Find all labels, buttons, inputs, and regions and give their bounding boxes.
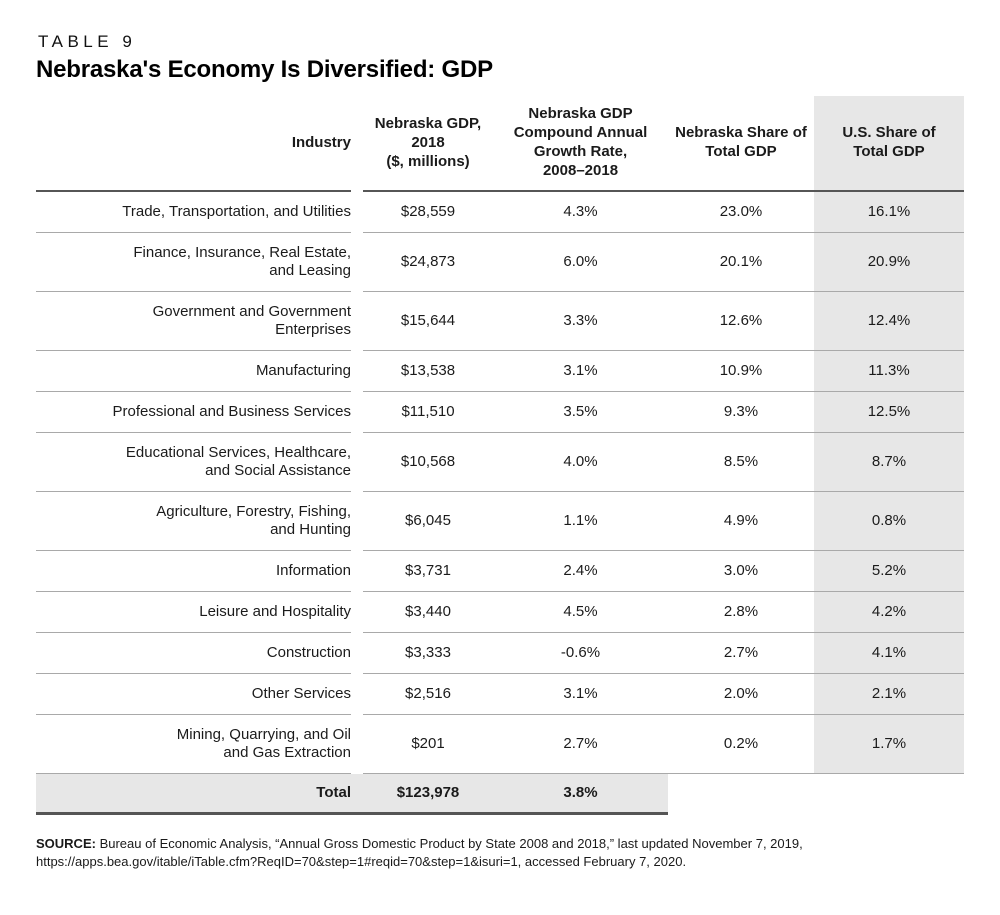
industry-cell: Manufacturing (36, 351, 351, 392)
cagr-cell: 4.3% (493, 191, 668, 233)
total-row (36, 774, 964, 814)
total-cagr-cell: 3.8% (493, 774, 668, 814)
us-share-cell: 1.7% (814, 715, 964, 774)
table-number-label: TABLE 9 (38, 32, 137, 51)
industry-cell: Other Services (36, 674, 351, 715)
industry-cell: Trade, Transportation, and Utilities (36, 191, 351, 233)
nebraska-share-cell: 10.9% (668, 351, 814, 392)
column-gap (351, 551, 363, 592)
table-row (36, 633, 964, 674)
cagr-cell: 2.4% (493, 551, 668, 592)
column-gap (351, 492, 363, 551)
table-row (36, 592, 964, 633)
table-row (36, 392, 964, 433)
industry-cell: Agriculture, Forestry, Fishing, and Hunting (36, 492, 351, 551)
industry-cell: Educational Services, Healthcare, and Social Assistance (36, 433, 351, 492)
column-gap (351, 715, 363, 774)
gdp-cell: $28,559 (363, 191, 493, 233)
gdp-cell: $10,568 (363, 433, 493, 492)
table-body (36, 191, 964, 814)
nebraska-share-cell: 2.8% (668, 592, 814, 633)
table-row (36, 233, 964, 292)
us-share-cell: 4.1% (814, 633, 964, 674)
total-empty-cell (668, 774, 814, 814)
us-share-cell: 12.5% (814, 392, 964, 433)
total-empty-cell (814, 774, 964, 814)
nebraska-share-cell: 20.1% (668, 233, 814, 292)
cagr-cell: 4.5% (493, 592, 668, 633)
column-gap (351, 96, 363, 191)
us-share-cell: 8.7% (814, 433, 964, 492)
gdp-cell: $3,333 (363, 633, 493, 674)
cagr-cell: 4.0% (493, 433, 668, 492)
source-label: SOURCE: (36, 836, 96, 851)
table-row (36, 492, 964, 551)
industry-cell: Mining, Quarrying, and Oil and Gas Extraction (36, 715, 351, 774)
cagr-cell: 3.1% (493, 674, 668, 715)
column-gap (351, 392, 363, 433)
source-text-line1: Bureau of Economic Analysis, “Annual Gross Domestic Product by State 2008 and 2018,” last updated November 7, 2019, (99, 836, 803, 851)
column-header-cagr: Nebraska GDP Compound Annual Growth Rate, 2008–2018 (493, 96, 668, 191)
column-header-industry: Industry (36, 96, 351, 191)
column-gap (351, 592, 363, 633)
gdp-cell: $201 (363, 715, 493, 774)
column-header-nebraska-gdp: Nebraska GDP, 2018 ($, millions) (363, 96, 493, 191)
column-gap (351, 433, 363, 492)
table-row (36, 674, 964, 715)
column-header-us-share: U.S. Share of Total GDP (814, 96, 964, 191)
nebraska-share-cell: 9.3% (668, 392, 814, 433)
cagr-cell: 1.1% (493, 492, 668, 551)
cagr-cell: 3.3% (493, 292, 668, 351)
cagr-cell: 2.7% (493, 715, 668, 774)
us-share-cell: 0.8% (814, 492, 964, 551)
gdp-cell: $11,510 (363, 392, 493, 433)
column-gap (351, 774, 363, 814)
column-gap (351, 674, 363, 715)
cagr-cell: 3.1% (493, 351, 668, 392)
column-header-nebraska-share: Nebraska Share of Total GDP (668, 96, 814, 191)
table-row (36, 292, 964, 351)
table-row (36, 715, 964, 774)
gdp-cell: $15,644 (363, 292, 493, 351)
table-row (36, 551, 964, 592)
nebraska-share-cell: 0.2% (668, 715, 814, 774)
nebraska-share-cell: 12.6% (668, 292, 814, 351)
column-gap (351, 292, 363, 351)
us-share-cell: 12.4% (814, 292, 964, 351)
cagr-cell: -0.6% (493, 633, 668, 674)
total-gdp-cell: $123,978 (363, 774, 493, 814)
industry-cell: Professional and Business Services (36, 392, 351, 433)
column-gap (351, 191, 363, 233)
us-share-cell: 11.3% (814, 351, 964, 392)
nebraska-share-cell: 4.9% (668, 492, 814, 551)
industry-cell: Finance, Insurance, Real Estate, and Leasing (36, 233, 351, 292)
gdp-cell: $2,516 (363, 674, 493, 715)
gdp-cell: $3,731 (363, 551, 493, 592)
header-row (36, 96, 964, 191)
industry-cell: Leisure and Hospitality (36, 592, 351, 633)
us-share-cell: 2.1% (814, 674, 964, 715)
cagr-cell: 6.0% (493, 233, 668, 292)
gdp-cell: $6,045 (363, 492, 493, 551)
nebraska-share-cell: 23.0% (668, 191, 814, 233)
table-row (36, 433, 964, 492)
table-row (36, 191, 964, 233)
us-share-cell: 16.1% (814, 191, 964, 233)
gdp-cell: $13,538 (363, 351, 493, 392)
source-text-line2: https://apps.bea.gov/itable/iTable.cfm?ReqID=70&step=1#reqid=70&step=1&isuri=1, accessed February 7, 2020. (36, 853, 687, 869)
nebraska-share-cell: 3.0% (668, 551, 814, 592)
column-gap (351, 633, 363, 674)
table-header (36, 96, 964, 191)
cagr-cell: 3.5% (493, 392, 668, 433)
nebraska-share-cell: 8.5% (668, 433, 814, 492)
source-note (36, 835, 972, 870)
industry-cell: Construction (36, 633, 351, 674)
industry-cell: Government and Government Enterprises (36, 292, 351, 351)
us-share-cell: 4.2% (814, 592, 964, 633)
total-label-cell: Total (36, 774, 351, 814)
column-gap (351, 233, 363, 292)
column-gap (351, 351, 363, 392)
table-row (36, 351, 964, 392)
nebraska-share-cell: 2.7% (668, 633, 814, 674)
table-title: Nebraska's Economy Is Diversified: GDP (36, 56, 493, 83)
gdp-cell: $24,873 (363, 233, 493, 292)
industry-cell: Information (36, 551, 351, 592)
us-share-cell: 20.9% (814, 233, 964, 292)
gdp-cell: $3,440 (363, 592, 493, 633)
nebraska-share-cell: 2.0% (668, 674, 814, 715)
us-share-cell: 5.2% (814, 551, 964, 592)
gdp-table (36, 96, 964, 815)
